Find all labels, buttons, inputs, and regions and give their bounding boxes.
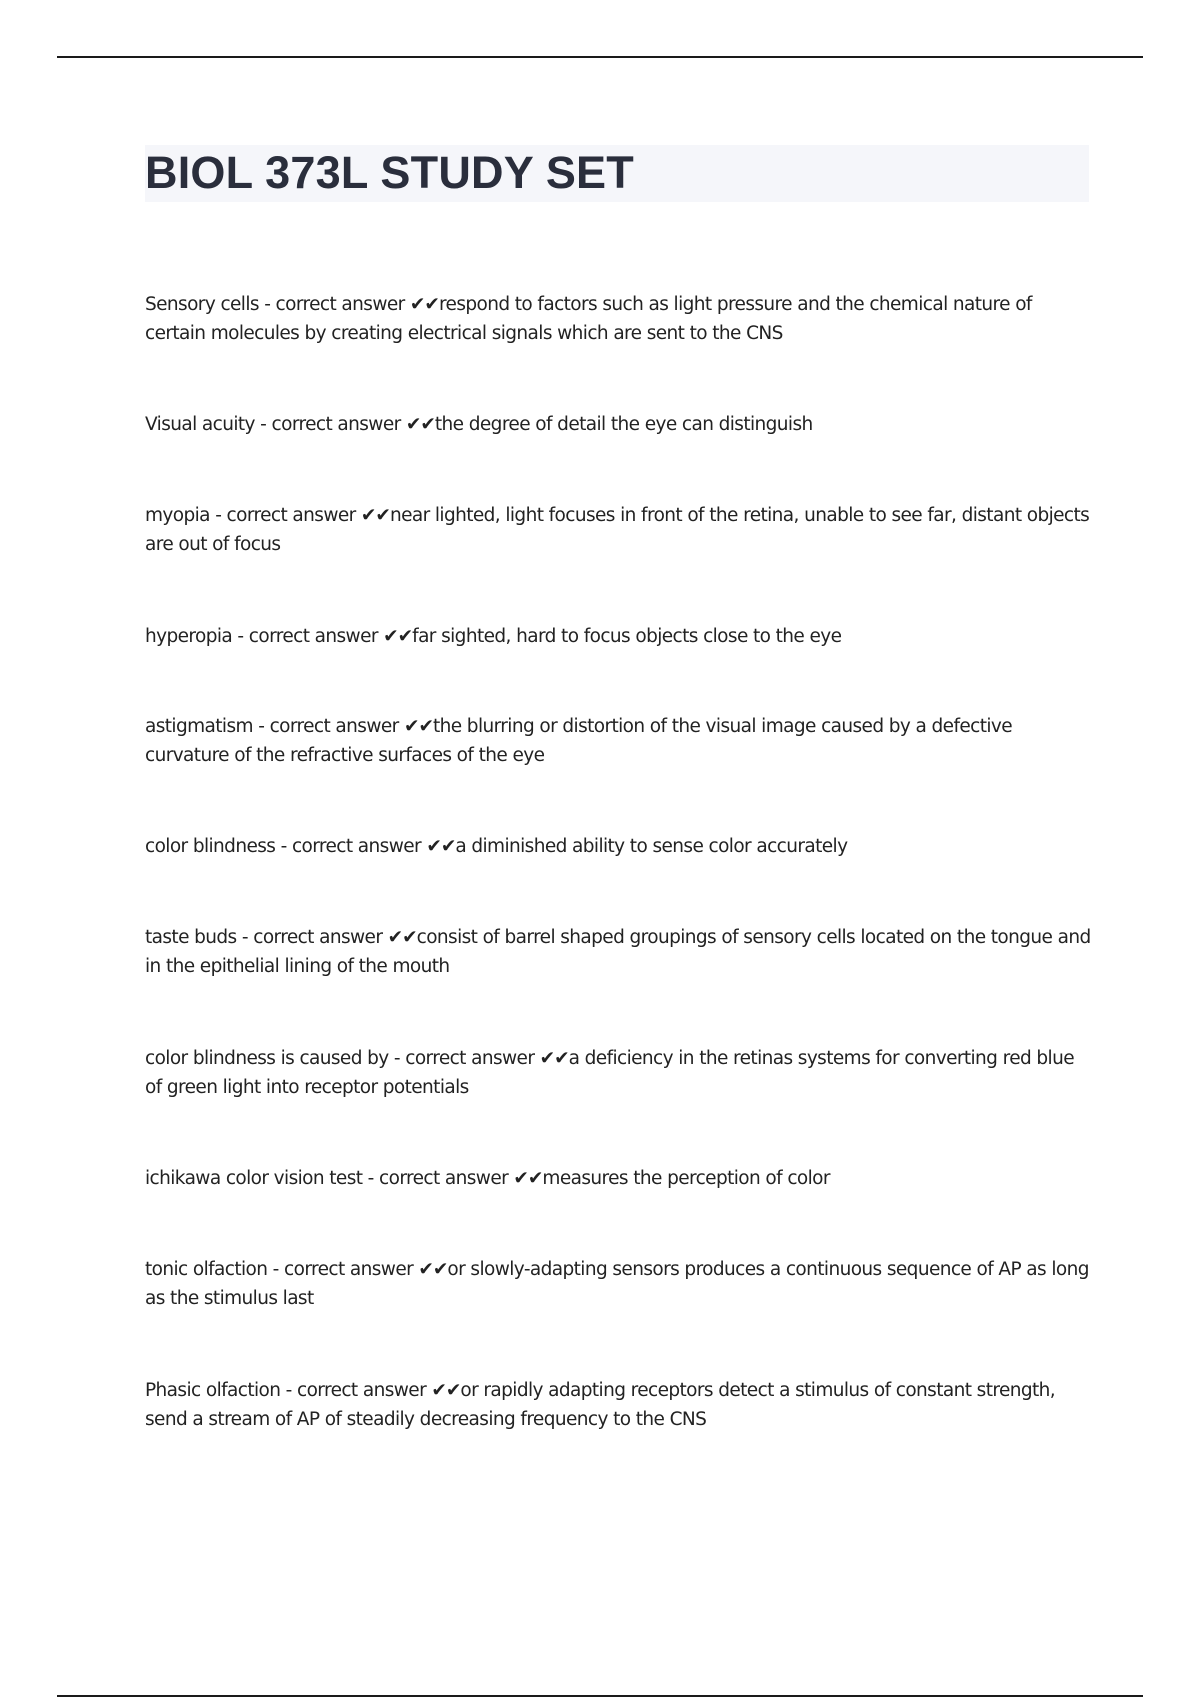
card-term: Phasic olfaction [145, 1380, 281, 1401]
card-answer: or slowly-adapting sensors produces a continuous sequence of AP as long as the stimulus last [145, 1259, 1089, 1309]
check-mark-icon: ✔✔ [403, 716, 433, 737]
card-term: Visual acuity [145, 414, 255, 435]
card-separator: - correct answer [362, 1168, 514, 1189]
card-term: myopia [145, 505, 210, 526]
check-mark-icon: ✔✔ [431, 1380, 461, 1401]
bottom-divider [57, 1695, 1143, 1697]
flashcard [145, 1255, 1095, 1313]
card-answer: far sighted, hard to focus objects close to the eye [412, 626, 842, 647]
check-mark-icon: ✔✔ [387, 927, 417, 948]
card-term: ichikawa color vision test [145, 1168, 363, 1189]
card-answer: measures the perception of color [542, 1168, 830, 1189]
flashcard [145, 290, 1095, 348]
card-separator: - correct answer [209, 505, 361, 526]
flashcard [145, 410, 1095, 439]
card-answer: respond to factors such as light pressure and the chemical nature of certain molecules by creating electrical signals which are sent to the CNS [145, 294, 1032, 344]
title-banner [145, 145, 1089, 202]
card-term: color blindness [145, 836, 276, 857]
card-answer: a deficiency in the retinas systems for converting red blue of green light into receptor potentials [145, 1048, 1075, 1098]
card-separator: - correct answer [232, 626, 384, 647]
check-mark-icon: ✔✔ [418, 1259, 448, 1280]
card-separator: - correct answer [275, 836, 427, 857]
check-mark-icon: ✔✔ [405, 414, 435, 435]
check-mark-icon: ✔✔ [513, 1168, 543, 1189]
card-answer: near lighted, light focuses in front of the retina, unable to see far, distant objects are out of focus [145, 505, 1090, 555]
card-separator: - correct answer [280, 1380, 432, 1401]
flashcard [145, 712, 1095, 770]
card-separator: - correct answer [236, 927, 388, 948]
card-answer: or rapidly adapting receptors detect a stimulus of constant strength, send a stream of AP of steadily decreasing frequency to the CNS [145, 1380, 1056, 1430]
page-title: BIOL 373L STUDY SET [145, 147, 634, 198]
card-separator: - correct answer [267, 1259, 419, 1280]
card-separator: - correct answer [254, 414, 406, 435]
flashcard [145, 622, 1095, 651]
flashcard [145, 501, 1095, 559]
check-mark-icon: ✔✔ [409, 294, 439, 315]
card-term: tonic olfaction [145, 1259, 268, 1280]
card-term: astigmatism [145, 716, 253, 737]
card-answer: a diminished ability to sense color accurately [455, 836, 848, 857]
flashcard [145, 832, 1095, 861]
flashcard [145, 1044, 1095, 1102]
card-separator: - correct answer [258, 294, 410, 315]
top-divider [57, 56, 1143, 58]
card-term: color blindness is caused by [145, 1048, 389, 1069]
check-mark-icon: ✔✔ [360, 505, 390, 526]
check-mark-icon: ✔✔ [539, 1048, 569, 1069]
card-term: Sensory cells [145, 294, 259, 315]
card-term: taste buds [145, 927, 237, 948]
card-answer: the blurring or distortion of the visual image caused by a defective curvature of the refractive surfaces of the eye [145, 716, 1013, 766]
flashcard [145, 1376, 1095, 1434]
card-separator: - correct answer [252, 716, 404, 737]
card-answer: consist of barrel shaped groupings of sensory cells located on the tongue and in the epithelial lining of the mouth [145, 927, 1091, 977]
card-answer: the degree of detail the eye can distinguish [434, 414, 813, 435]
flashcard [145, 923, 1095, 981]
check-mark-icon: ✔✔ [426, 836, 456, 857]
flashcard [145, 1164, 1095, 1193]
card-separator: - correct answer [388, 1048, 540, 1069]
check-mark-icon: ✔✔ [383, 626, 413, 647]
card-term: hyperopia [145, 626, 233, 647]
